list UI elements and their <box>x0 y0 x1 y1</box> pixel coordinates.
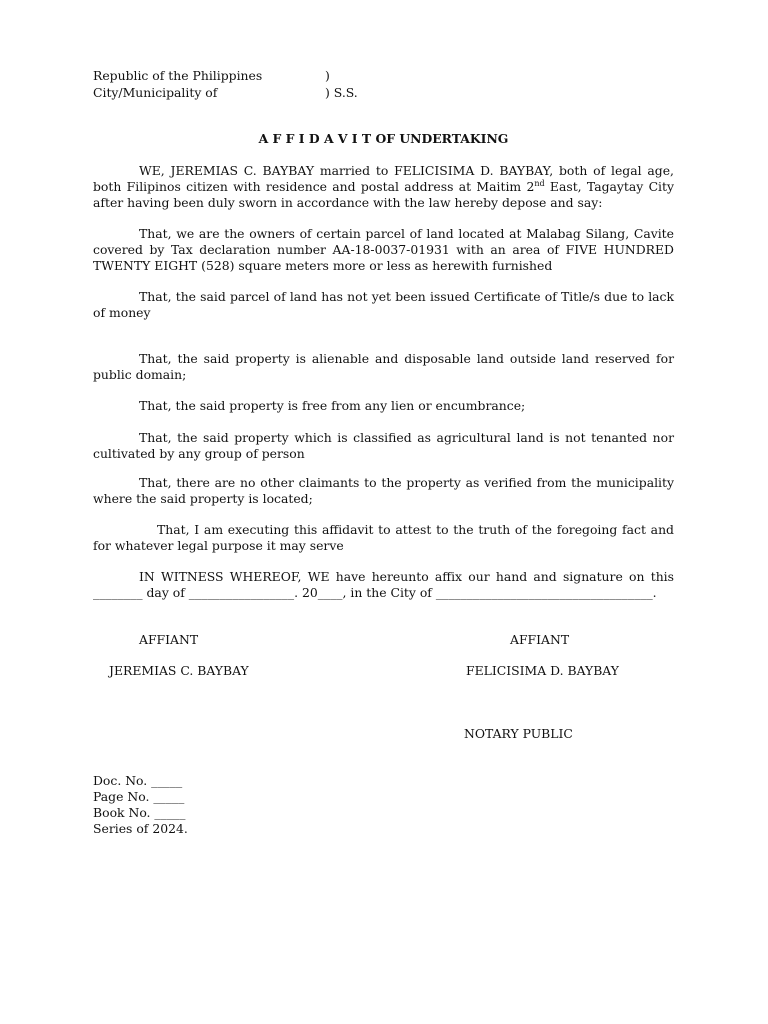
paragraph-alienable-text: That, the said property is alienable and disposable land outside land reserved for public domain; <box>93 351 674 382</box>
paragraph-not-tenanted <box>93 430 674 462</box>
paragraph-witness-text: IN WITNESS WHEREOF, WE have hereunto affix our hand and signature on this ________ day of _________________. 20____, in the City of ___________________________________. <box>93 569 674 600</box>
affiant-name-left: JEREMIAS C. BAYBAY <box>109 663 249 678</box>
paragraph-ownership <box>93 226 674 274</box>
paragraph-no-claimants <box>93 475 674 507</box>
paragraph-intro-text-b: East, Tagaytay City after having been duly sworn in accordance with the law hereby depose and say: <box>93 179 674 210</box>
paragraph-witness <box>93 569 674 601</box>
affiant-label-right: AFFIANT <box>510 632 570 647</box>
paragraph-purpose-text: That, I am executing this affidavit to attest to the truth of the foregoing fact and for whatever legal purpose it may serve <box>93 522 674 553</box>
paragraph-no-title-text: That, the said parcel of land has not yet been issued Certificate of Title/s due to lack of money <box>93 289 674 320</box>
paragraph-no-claimants-text: That, there are no other claimants to the property as verified from the municipality where the said property is located; <box>93 475 674 506</box>
header-ss: ) S.S. <box>325 85 358 100</box>
paragraph-no-lien-text: That, the said property is free from any lien or encumbrance; <box>139 398 526 413</box>
document-title: A F F I D A V I T OF UNDERTAKING <box>258 131 509 146</box>
series-year: Series of 2024. <box>93 821 188 836</box>
header-republic: Republic of the Philippines <box>93 68 263 83</box>
paragraph-no-title <box>93 289 674 321</box>
notary-public-label: NOTARY PUBLIC <box>464 726 573 741</box>
header-paren: ) <box>325 68 330 83</box>
paragraph-intro <box>93 163 674 211</box>
affiant-label-left: AFFIANT <box>139 632 199 647</box>
paragraph-ownership-text: That, we are the owners of certain parcel of land located at Malabag Silang, Cavite covered by Tax declaration number AA-18-0037-01931 with an area of FIVE HUNDRED TWENTY EIGHT (528) square meters more or less as herewith furnished <box>93 226 674 273</box>
paragraph-alienable <box>93 351 674 383</box>
paragraph-purpose <box>93 522 674 554</box>
ordinal-suffix: nd <box>534 178 545 188</box>
doc-number: Doc. No. _____ <box>93 773 183 788</box>
paragraph-not-tenanted-text: That, the said property which is classified as agricultural land is not tenanted nor cultivated by any group of person <box>93 430 674 461</box>
page-number: Page No. _____ <box>93 789 185 804</box>
paragraph-intro-text-a: WE, JEREMIAS C. BAYBAY married to FELICISIMA D. BAYBAY, both of legal age, both Filipinos citizen with residence and postal address at Maitim 2 <box>93 163 674 194</box>
affiant-name-right: FELICISIMA D. BAYBAY <box>466 663 619 678</box>
book-number: Book No. _____ <box>93 805 186 820</box>
header-city: City/Municipality of <box>93 85 218 100</box>
paragraph-no-lien <box>93 398 674 414</box>
